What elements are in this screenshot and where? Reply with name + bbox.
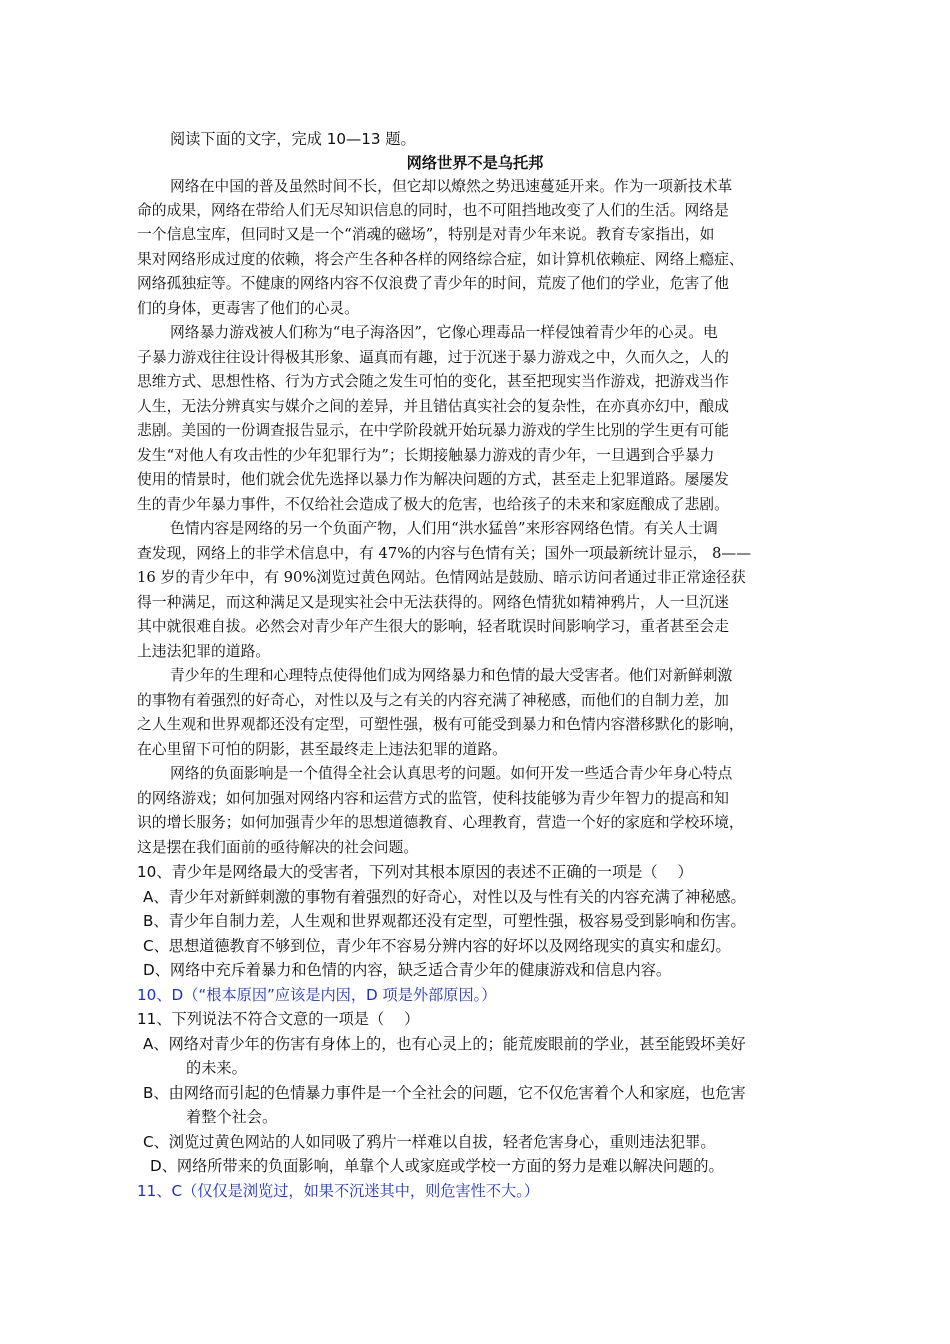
passage-line: 识的增长服务；如何加强青少年的思想道德教育、心理教育，营造一个好的家庭和学校环境， — [137, 814, 744, 831]
passage-line: 子暴力游戏往往设计得极其形象、逼真而有趣，过于沉迷于暴力游戏之中，久而久之，人的 — [137, 349, 729, 366]
passage-line: 命的成果，网络在带给人们无尽知识信息的同时，也不可阻挡地改变了人们的生活。网络是 — [137, 202, 729, 219]
passage-line: 们的身体，更毒害了他们的心灵。 — [137, 300, 359, 317]
option-c: C、思想道德教育不够到位，青少年不容易分辨内容的好坏以及网络现实的真实和虚幻。 — [143, 937, 731, 955]
passage-line: 16 岁的青少年中，有 90%浏览过黄色网站。色情网站是鼓励、暗示访问者通过非正常途径获 — [137, 569, 746, 586]
passage-line: 使用的情景时，他们就会优先选择以暴力作为解决问题的方式，甚至走上犯罪道路。屡屡发 — [137, 471, 729, 488]
intro-line: 阅读下面的文字，完成 10—13 题。 — [170, 130, 416, 148]
passage-line: 色情内容是网络的另一个负面产物，人们用“洪水猛兽”来形容网络色情。有关人士调 — [170, 520, 718, 537]
option-b: B、青少年自制力差，人生观和世界观都还没有定型，可塑性强，极容易受到影响和伤害。 — [143, 912, 746, 930]
answer-10: 10、D（“根本原因”应该是内因，D 项是外部原因。） — [137, 986, 497, 1004]
option-a: A、网络对青少年的伤害有身体上的，也有心灵上的；能荒废眼前的学业，甚至能毁坏美好 — [143, 1035, 746, 1053]
passage-line: 悲剧。美国的一份调查报告显示，在中学阶段就开始玩暴力游戏的学生比别的学生更有可能 — [137, 422, 729, 439]
passage-line: 这是摆在我们面前的亟待解决的社会问题。 — [137, 839, 419, 856]
article-title: 网络世界不是乌托邦 — [406, 154, 544, 172]
passage-line: 得一种满足，而这种满足又是现实社会中无法获得的。网络色情犹如精神鸦片，人一旦沉迷 — [137, 594, 729, 611]
passage-line: 的网络游戏；如何加强对网络内容和运营方式的监管，使科技能够为青少年智力的提高和知 — [137, 790, 729, 807]
passage-line: 在心里留下可怕的阴影，甚至最终走上违法犯罪的道路。 — [137, 741, 507, 758]
passage-line: 网络的负面影响是一个值得全社会认真思考的问题。如何开发一些适合青少年身心特点 — [170, 765, 733, 782]
option-d: D、网络中充斥着暴力和色情的内容，缺乏适合青少年的健康游戏和信息内容。 — [143, 961, 672, 979]
passage-line: 网络在中国的普及虽然时间不长，但它却以燎然之势迅速蔓延开来。作为一项新技术革 — [170, 178, 733, 195]
passage-line: 人生，无法分辨真实与媒介之间的差异，并且错估真实社会的复杂性，在亦真亦幻中，酿成 — [137, 398, 729, 415]
option-b-continued: 着整个社会。 — [186, 1108, 278, 1126]
passage-line: 网络孤独症等。不健康的网络内容不仅浪费了青少年的时间，荒废了他们的学业，危害了他 — [137, 275, 729, 292]
passage-line: 思维方式、思想性格、行为方式会随之发生可怕的变化，甚至把现实当作游戏，把游戏当作 — [137, 373, 729, 390]
passage-line: 青少年的生理和心理特点使得他们成为网络暴力和色情的最大受害者。他们对新鲜刺激 — [170, 667, 733, 684]
question-10: 10、青少年是网络最大的受害者，下列对其根本原因的表述不正确的一项是（ ） — [137, 863, 693, 881]
option-a-continued: 的未来。 — [186, 1059, 247, 1077]
passage-line: 之人生观和世界观都还没有定型，可塑性强，极有可能受到暴力和色情内容潜移默化的影响， — [137, 716, 744, 733]
option-b: B、由网络而引起的色情暴力事件是一个全社会的问题，它不仅危害着个人和家庭，也危害 — [143, 1084, 746, 1102]
passage-line: 的事物有着强烈的好奇心，对性以及与之有关的内容充满了神秘感，而他们的自制力差，加 — [137, 692, 729, 709]
option-a: A、青少年对新鲜刺激的事物有着强烈的好奇心，对性以及与性有关的内容充满了神秘感。 — [143, 888, 746, 906]
passage-line: 上违法犯罪的道路。 — [137, 643, 271, 660]
passage-line: 网络暴力游戏被人们称为“电子海洛因”，它像心理毒品一样侵蚀着青少年的心灵。电 — [170, 324, 718, 341]
passage-line: 其中就很难自拔。必然会对青少年产生很大的影响，轻者耽误时间影响学习，重者甚至会走 — [137, 618, 729, 635]
passage-line: 生的青少年暴力事件，不仅给社会造成了极大的危害，也给孩子的未来和家庭酿成了悲剧。 — [137, 496, 729, 513]
passage-line: 一个信息宝库，但同时又是一个“消魂的磁场”，特别是对青少年来说。教育专家指出，如 — [137, 226, 715, 243]
passage-line: 发生“对他人有攻击性的少年犯罪行为”；长期接触暴力游戏的青少年，一旦遇到合乎暴力 — [137, 447, 715, 464]
answer-11: 11、C（仅仅是浏览过，如果不沉迷其中，则危害性不大。） — [137, 1182, 540, 1200]
option-d: D、网络所带来的负面影响，单靠个人或家庭或学校一方面的努力是难以解决问题的。 — [150, 1157, 724, 1175]
passage-line: 查发现，网络上的非学术信息中，有 47%的内容与色情有关；国外一项最新统计显示， 8—— — [137, 545, 751, 562]
option-c: C、浏览过黄色网站的人如同吸了鸦片一样难以自拔，轻者危害身心，重则违法犯罪。 — [143, 1133, 716, 1151]
passage-line: 果对网络形成过度的依赖，将会产生各种各样的网络综合症，如计算机依赖症、网络上瘾症、 — [137, 251, 744, 268]
question-11: 11、下列说法不符合文意的一项是（ ） — [137, 1010, 420, 1028]
